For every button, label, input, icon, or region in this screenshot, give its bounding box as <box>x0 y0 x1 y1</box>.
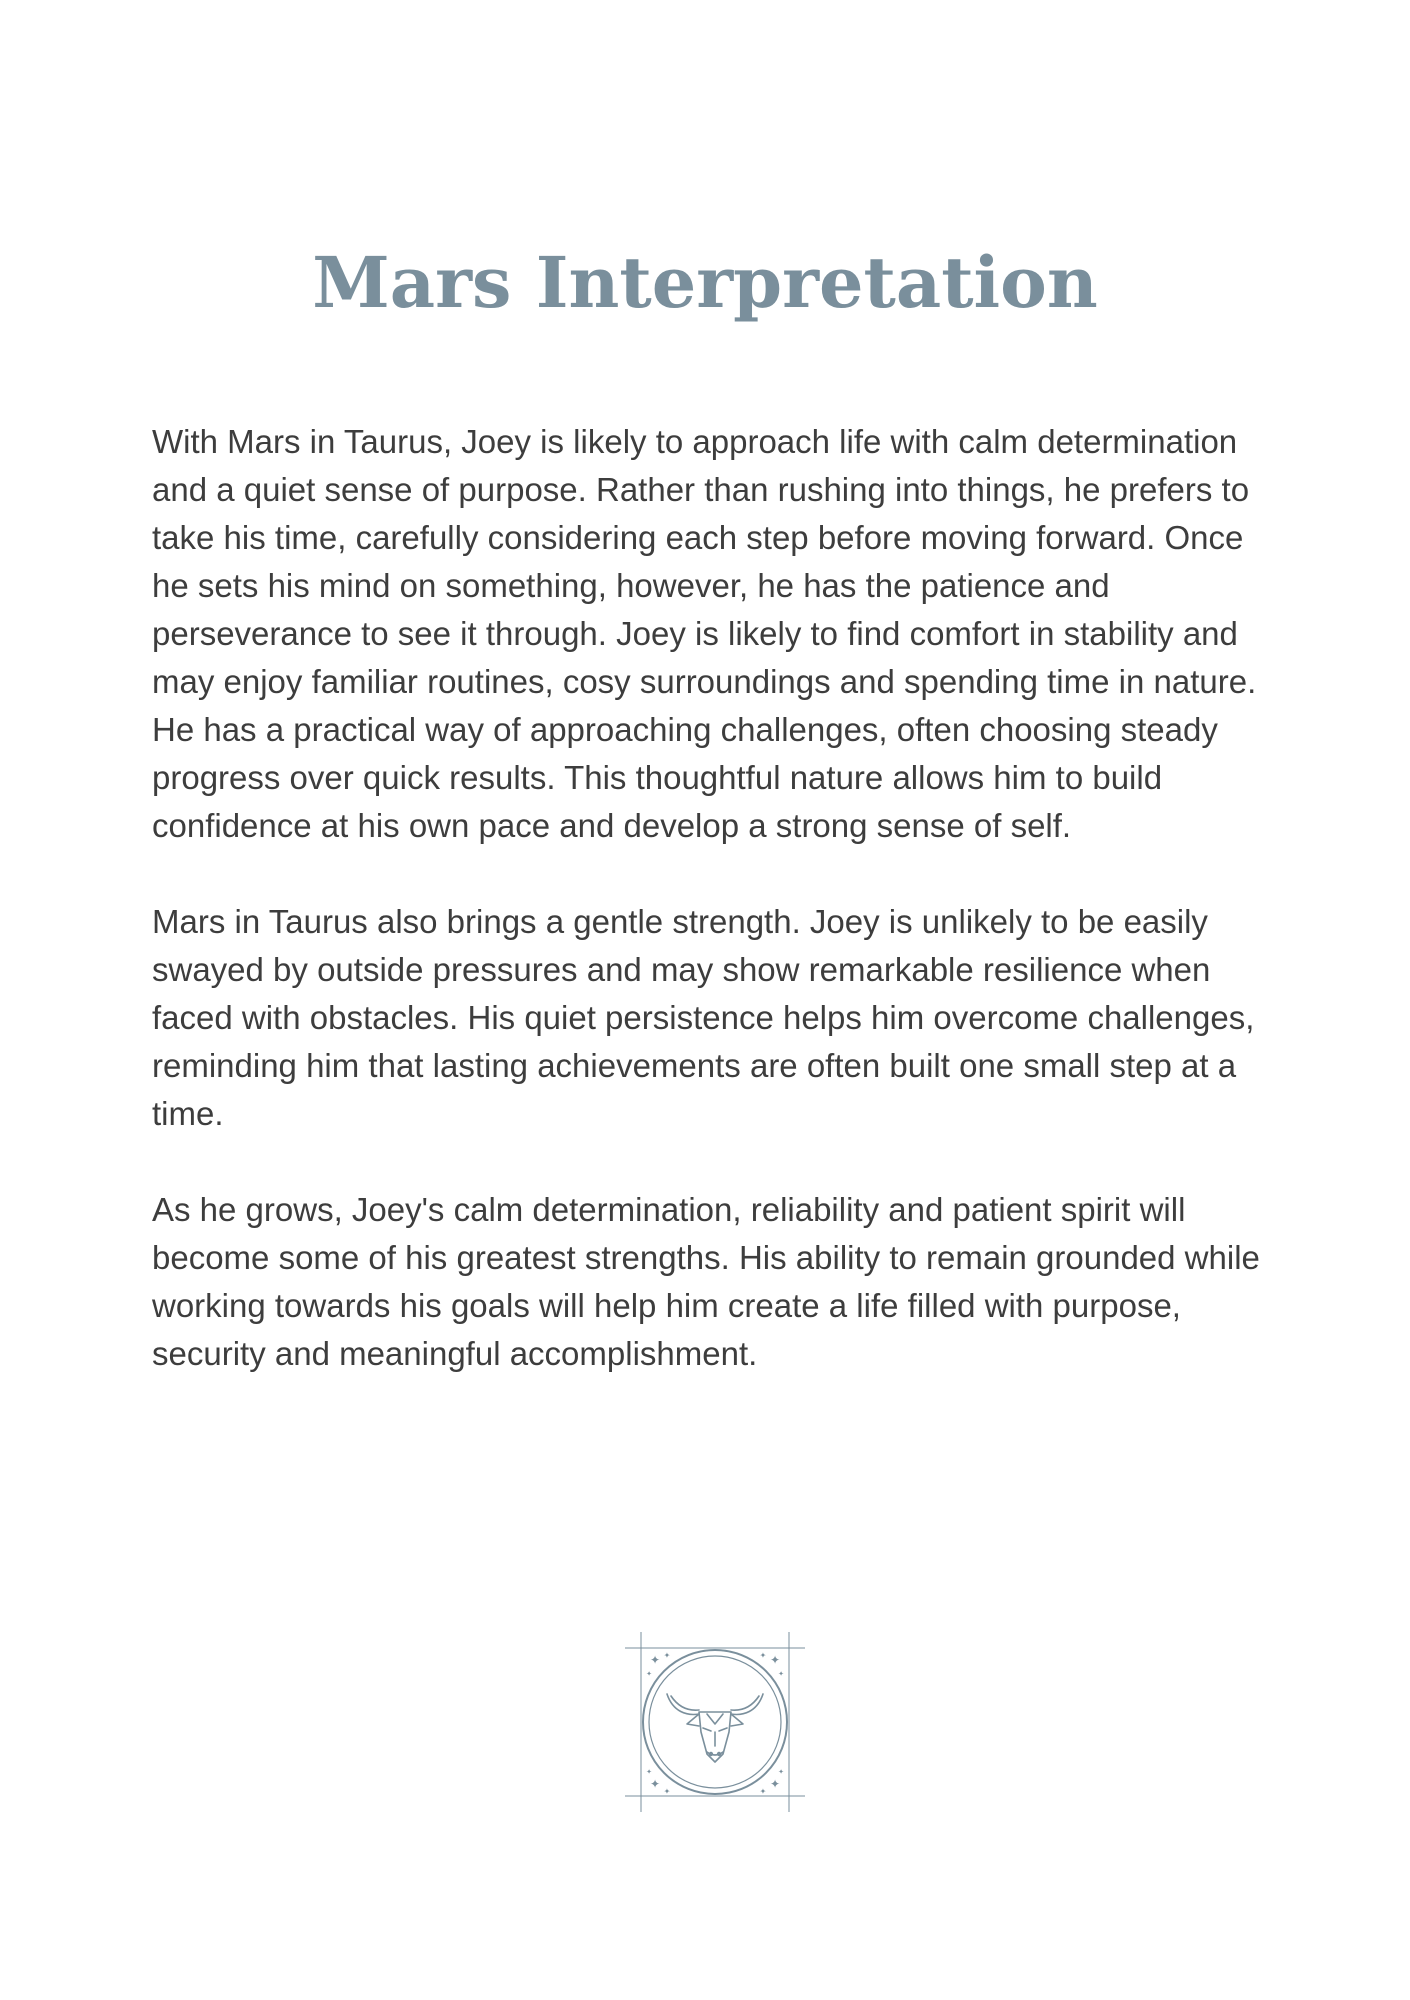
svg-text:✦: ✦ <box>649 1777 661 1791</box>
paragraph-2: Mars in Taurus also brings a gentle strength. Joey is unlikely to be easily swayed by outside pressures and may show remarkable resilience when faced with obstacles. His quiet persistence helps him overcome challenges, reminding him that lasting achievements are often built one small step at a time. <box>152 903 1255 1132</box>
svg-text:✦: ✦ <box>663 1787 671 1796</box>
svg-text:✦: ✦ <box>663 1651 671 1660</box>
svg-text:✦: ✦ <box>769 1777 781 1791</box>
paragraph-3: As he grows, Joey's calm determination, reliability and patient spirit will become some of his greatest strengths. His ability to remain grounded while working towards his goals will help him create a life filled with purpose, security and meaningful accomplishment. <box>152 1191 1260 1372</box>
page-title: Mars Interpretation <box>312 241 1098 324</box>
svg-text:✦: ✦ <box>759 1787 767 1796</box>
paragraph-1: With Mars in Taurus, Joey is likely to approach life with calm determination and a quiet sense of purpose. Rather than rushing into things, he prefers to take his time, carefully considering each step before moving forward. Once he sets his mind on something, however, he has the patience and perseverance to see it through. Joey is likely to find comfort in stability and may enjoy familiar routines, cosy surroundings and spending time in nature. He has a practical way of approaching challenges, often choosing steady progress over quick results. This thoughtful nature allows him to build confidence at his own pace and develop a strong sense of self. <box>152 423 1257 844</box>
svg-text:✦: ✦ <box>778 1768 784 1776</box>
svg-text:✦: ✦ <box>649 1653 661 1667</box>
svg-text:✦: ✦ <box>759 1651 767 1660</box>
svg-text:✦: ✦ <box>778 1670 784 1678</box>
body-text <box>152 418 1277 1426</box>
taurus-bull-icon <box>625 1632 805 1812</box>
svg-text:✦: ✦ <box>646 1670 652 1678</box>
svg-text:✦: ✦ <box>769 1653 781 1667</box>
svg-text:✦: ✦ <box>646 1768 652 1776</box>
